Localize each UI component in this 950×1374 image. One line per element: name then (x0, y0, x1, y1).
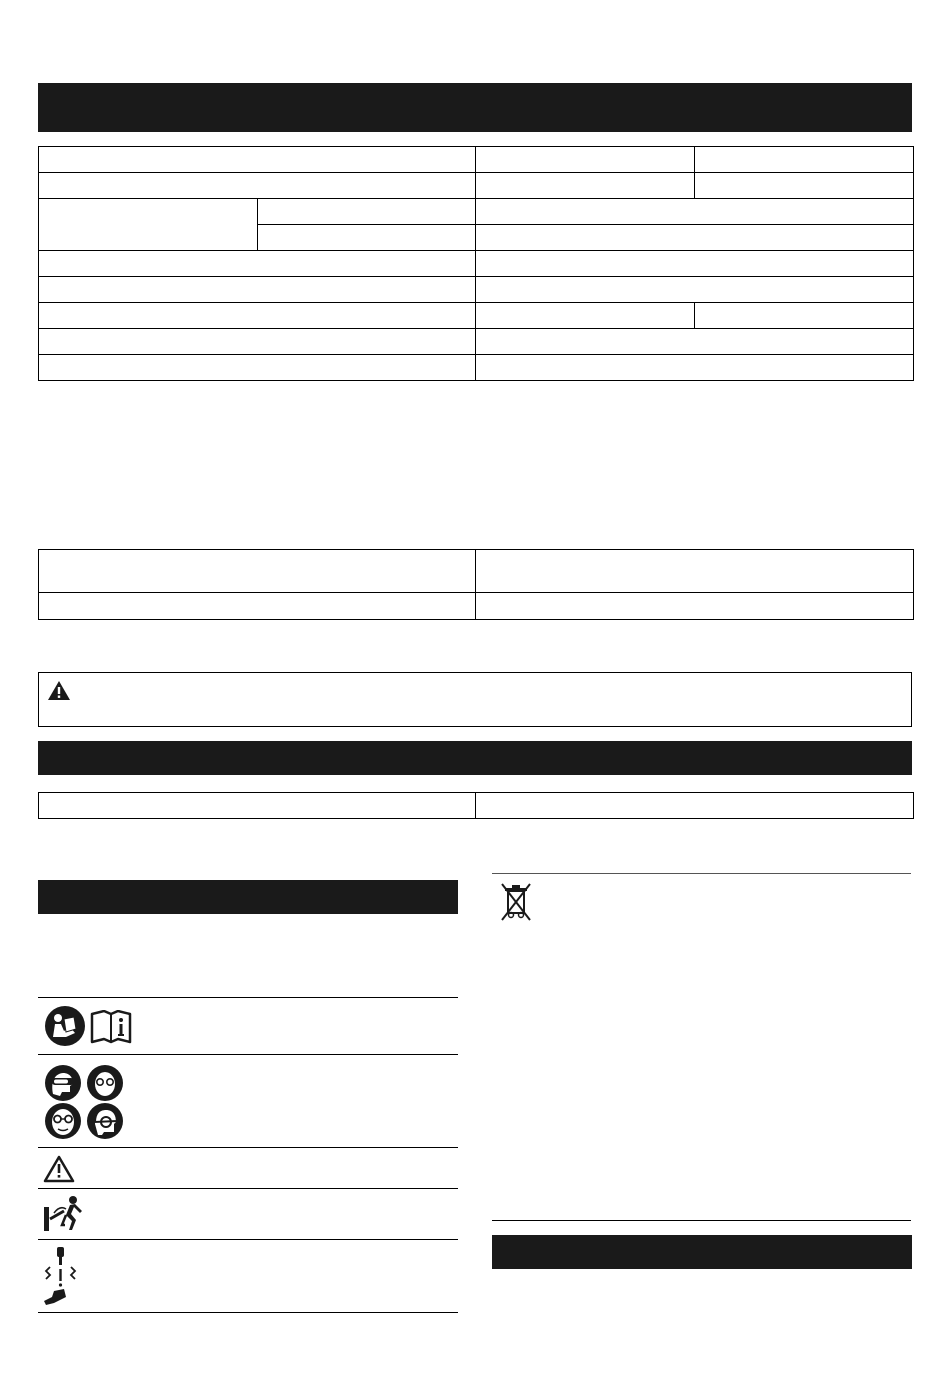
table-row (39, 355, 914, 381)
specification-table (38, 146, 914, 381)
divider (38, 1188, 458, 1189)
table-row (39, 277, 914, 303)
table-row (39, 329, 914, 355)
table-row (39, 251, 914, 277)
manual-info-book-icon (90, 1010, 132, 1044)
divider (38, 1147, 458, 1148)
warning-triangle-icon (47, 680, 71, 701)
table-row (39, 593, 914, 620)
safety-goggles-icon (44, 1102, 82, 1140)
helmet-icon (86, 1102, 124, 1140)
table-row (39, 147, 914, 173)
divider (492, 1220, 911, 1221)
vibration-table (38, 792, 914, 819)
table-row (39, 793, 914, 819)
read-manual-person-icon (44, 1005, 86, 1047)
divider (492, 873, 911, 874)
divider (38, 1054, 458, 1055)
table-row (39, 303, 914, 329)
section-header-bar-right (492, 1235, 912, 1269)
divider (38, 1239, 458, 1240)
specification-header-bar (38, 83, 912, 132)
kickback-person-icon (42, 1195, 84, 1233)
warning-box (38, 672, 912, 727)
table-row (39, 173, 914, 199)
noise-table (38, 549, 914, 620)
divider (38, 997, 458, 998)
ear-protection-icon (44, 1064, 82, 1102)
symbols-header-bar (38, 880, 458, 914)
face-shield-icon (86, 1064, 124, 1102)
crossed-out-wheelie-bin-icon (498, 881, 534, 923)
divider (38, 1312, 458, 1313)
section-header-bar (38, 741, 912, 775)
vibration-hand-icon (40, 1245, 78, 1309)
table-row (39, 199, 914, 225)
table-row (39, 550, 914, 593)
warning-triangle-icon (43, 1155, 75, 1183)
